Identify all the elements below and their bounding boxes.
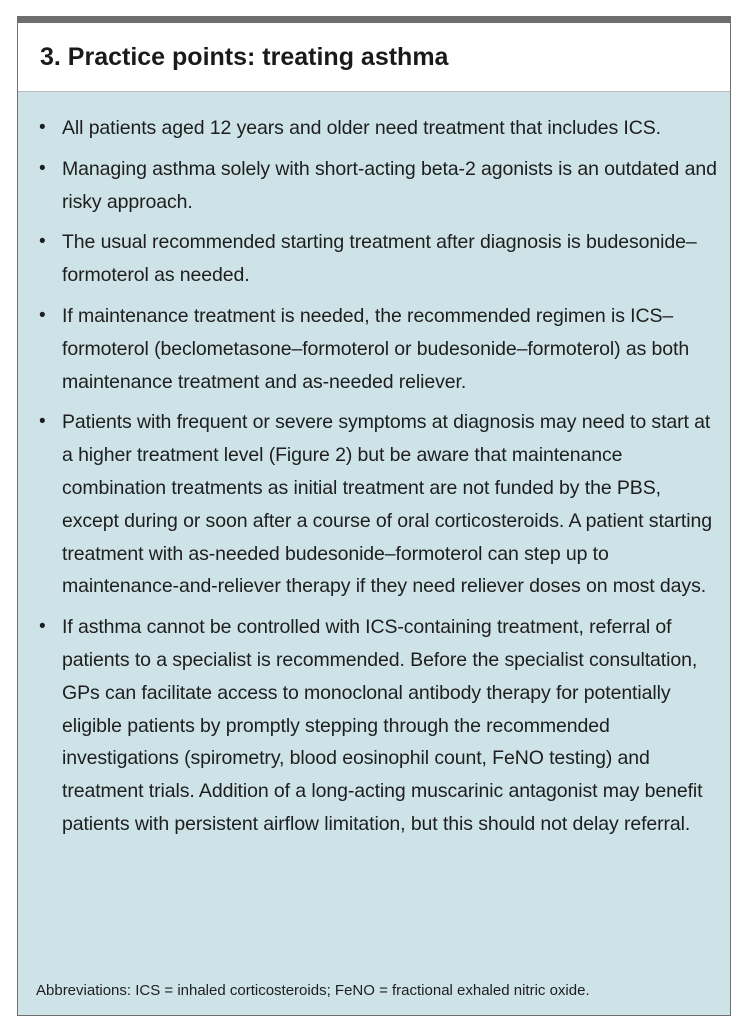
practice-point-text: If asthma cannot be controlled with ICS-containing treatment, referral of patients to a specialist is recommended. Before the specialist consultation, GPs can facilitate access to monoclonal antibody therapy for potentially eligible patients by promptly stepping through the recommended investigations (spirometry, blood eosinophil count, FeNO testing) and treatment trials. Addition of a long-acting muscarinic antagonist may benefit patients with persistent airflow limitation, but this should not delay referral. bbox=[62, 616, 703, 835]
practice-point bbox=[37, 226, 718, 292]
practice-point-text: All patients aged 12 years and older need treatment that includes ICS. bbox=[62, 117, 661, 139]
bullet-icon: • bbox=[39, 157, 46, 179]
practice-point bbox=[37, 406, 718, 603]
box-body bbox=[18, 92, 730, 841]
practice-point-text: If maintenance treatment is needed, the recommended regimen is ICS–formoterol (beclometasone–formoterol or budesonide–formoterol) as both maintenance treatment and as-needed reliever. bbox=[62, 304, 690, 393]
practice-point-text: Managing asthma solely with short-acting beta-2 agonists is an outdated and risky approach. bbox=[62, 157, 717, 213]
practice-point bbox=[37, 112, 718, 145]
practice-points-box bbox=[17, 16, 731, 1016]
bullet-icon: • bbox=[39, 616, 46, 638]
bullet-icon: • bbox=[39, 411, 46, 433]
bullet-icon: • bbox=[39, 304, 46, 326]
practice-point-text: The usual recommended starting treatment after diagnosis is budesonide–formoterol as needed. bbox=[62, 231, 697, 287]
abbreviations-footnote: Abbreviations: ICS = inhaled corticosteroids; FeNO = fractional exhaled nitric oxide. bbox=[36, 982, 590, 999]
practice-point-text: Patients with frequent or severe symptoms at diagnosis may need to start at a higher treatment level (Figure 2) but be aware that maintenance combination treatments as initial treatment are not funded by the PBS, except during or soon after a course of oral corticosteroids. A patient starting treatment with as-needed budesonide–formoterol can step up to maintenance-and-reliever therapy if they need reliever doses on most days. bbox=[62, 411, 712, 598]
box-header bbox=[18, 23, 730, 92]
practice-point bbox=[37, 153, 718, 219]
box-title: 3. Practice points: treating asthma bbox=[40, 43, 449, 71]
bullet-icon: • bbox=[39, 117, 46, 138]
practice-points-list bbox=[37, 112, 718, 841]
practice-point bbox=[37, 300, 718, 398]
bullet-icon: • bbox=[39, 231, 46, 253]
practice-point bbox=[37, 611, 718, 841]
